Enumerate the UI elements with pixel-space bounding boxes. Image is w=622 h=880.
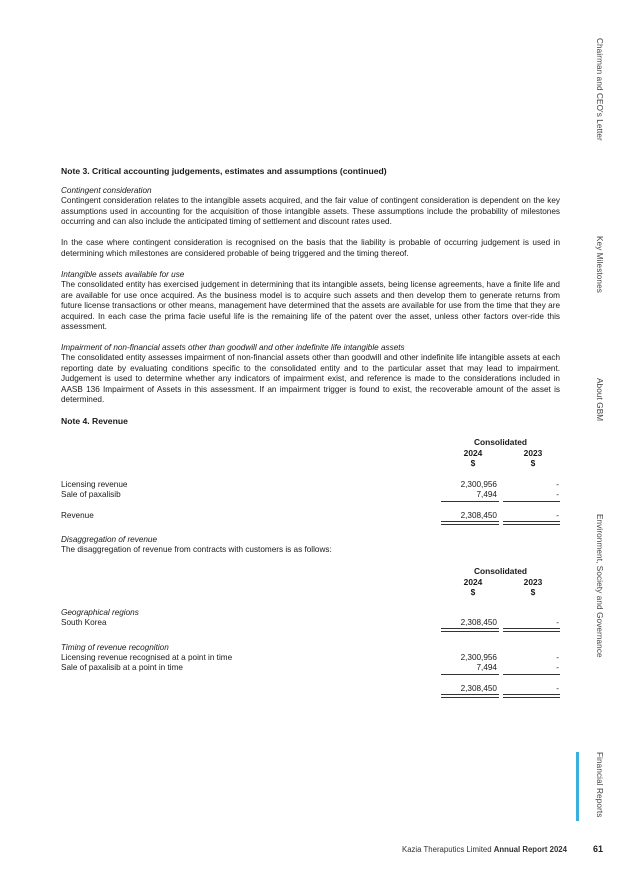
contingent-heading: Contingent consideration — [61, 186, 152, 195]
disaggregation-heading: Disaggregation of revenue — [61, 535, 158, 544]
intangible-paragraph: The consolidated entity has exercised judgement in determining that its intangible assets, being license agreements, have a finite life and are available for use once acquired. As the business model is to acquire such assets and then develop them to generate returns from future license transactions or other means, management have determined that the assets are available for use from the time that they are acquired. In each case the prima facie useful life is the remaining life of the patent over the asset, unless other factors over-ride this assessment. — [61, 280, 560, 332]
geo-double-rule-2024 — [441, 628, 499, 632]
table2-group-header: Consolidated — [473, 566, 528, 576]
side-nav-esg[interactable]: Environment, Society and Governance — [595, 514, 604, 658]
subtotal-rule-2023 — [503, 501, 560, 502]
row-label: Sale of paxalisib at a point in time — [61, 663, 183, 672]
intangible-heading: Intangible assets available for use — [61, 270, 185, 279]
table1-unit-2024: $ — [470, 458, 476, 468]
row-value-2024: 2,300,956 — [460, 653, 497, 662]
footer-company: Kazia Theraputics Limited — [402, 845, 492, 854]
total-label: Revenue — [61, 511, 94, 520]
timing-subtotal-rule-2023 — [503, 674, 560, 675]
note4-title: Note 4. Revenue — [61, 416, 128, 426]
table1-col-2024: 2024 — [463, 448, 483, 458]
row-value-2024: 7,494 — [476, 663, 497, 672]
row-value-2023: - — [556, 480, 559, 489]
total-value-2024: 2,308,450 — [460, 684, 497, 693]
row-label: Licensing revenue — [61, 480, 128, 489]
contingent-paragraph-1: Contingent consideration relates to the intangible assets acquired, and the fair value of contingent consideration is dependent on the key assumptions used in accounting for the acquisition of those intangible assets. These assumptions include the probability of milestones occurring and can also include the anticipated timing of settlement and discount rates used. — [61, 196, 560, 227]
total-value-2023: - — [556, 684, 559, 693]
side-nav-chairman-letter[interactable]: Chairman and CEO's Letter — [595, 38, 604, 141]
timing-subtotal-rule-2024 — [441, 674, 499, 675]
table-row — [61, 663, 560, 674]
row-value-2024: 2,308,450 — [460, 618, 497, 627]
total-value-2023: - — [556, 511, 559, 520]
table2-unit-2023: $ — [530, 587, 536, 597]
subtotal-rule-2024 — [441, 501, 499, 502]
impairment-heading: Impairment of non-financial assets other than goodwill and other indefinite life intangible assets — [61, 343, 405, 352]
side-nav-about-gbm[interactable]: About GBM — [595, 378, 604, 422]
row-value-2023: - — [556, 663, 559, 672]
contingent-paragraph-2: In the case where contingent consideration is recognised on the basis that the liability is probable of occurring judgement is used in determining which milestones are considered probable of being triggered and the timing thereof. — [61, 238, 560, 258]
row-value-2023: - — [556, 653, 559, 662]
disaggregation-intro — [61, 545, 560, 556]
note3-title: Note 3. Critical accounting judgements, estimates and assumptions (continued) — [61, 166, 387, 176]
geographical-heading: Geographical regions — [61, 608, 139, 617]
table1-unit-2023: $ — [530, 458, 536, 468]
footer-text — [402, 845, 567, 854]
total-double-rule-2024 — [441, 694, 499, 698]
table-row — [61, 490, 560, 501]
row-label: South Korea — [61, 618, 107, 627]
side-nav-financial-reports[interactable]: Financial Reports — [595, 752, 604, 818]
row-value-2024: 2,300,956 — [460, 480, 497, 489]
total-value-2024: 2,308,450 — [460, 511, 497, 520]
table2-col-2023: 2023 — [523, 577, 543, 587]
timing-heading: Timing of revenue recognition — [61, 643, 169, 652]
row-value-2024: 7,494 — [476, 490, 497, 499]
table2-unit-2024: $ — [470, 587, 476, 597]
total-double-rule-2023 — [503, 694, 560, 698]
side-nav-key-milestones[interactable]: Key Milestones — [595, 236, 604, 293]
impairment-paragraph: The consolidated entity assesses impairment of non-financial assets other than goodwill and other indefinite life intangible assets at each reporting date by evaluating conditions specific to the consolidated entity and to the particular asset that may lead to impairment. Judgement is used to determine whether any indicators of impairment exist, and reference is made to the considerations included in AASB 136 Impairment of Assets in this assessment. If an impairment trigger is found to exist, the recoverable amount of the asset is determined. — [61, 353, 560, 405]
table1-group-header: Consolidated — [473, 437, 528, 447]
row-value-2023: - — [556, 490, 559, 499]
row-label: Licensing revenue recognised at a point in time — [61, 653, 233, 662]
page-number: 61 — [593, 844, 604, 854]
row-value-2023: - — [556, 618, 559, 627]
disaggregation-intro-text: The disaggregation of revenue from contracts with customers is as follows: — [61, 545, 332, 554]
row-label: Sale of paxalisib — [61, 490, 121, 499]
table2-col-2024: 2024 — [463, 577, 483, 587]
total-double-rule-2023 — [503, 521, 560, 525]
active-section-indicator — [576, 752, 579, 821]
footer-report: Annual Report 2024 — [493, 845, 567, 854]
table1-col-2023: 2023 — [523, 448, 543, 458]
total-double-rule-2024 — [441, 521, 499, 525]
geo-double-rule-2023 — [503, 628, 560, 632]
